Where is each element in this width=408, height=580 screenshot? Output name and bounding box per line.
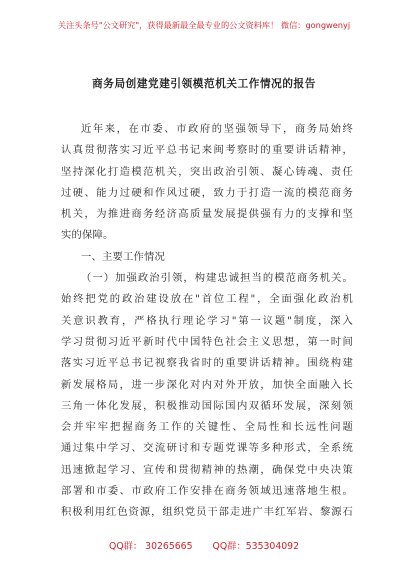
footer-qq-group-2: QQ群：535304092 bbox=[212, 541, 299, 552]
body-line: 落实习近平总书记视察我省时的重要讲话精神。围绕构建 bbox=[61, 357, 353, 370]
body-line: 实的保障。 bbox=[61, 229, 114, 242]
body-line: 坚持深化打造模范机关，突出政治引领、凝心铸魂、责任 bbox=[61, 165, 353, 178]
body-line: 通过集中学习、交流研讨和专题党课等多种形式，全系统 bbox=[61, 442, 353, 455]
document-body bbox=[61, 119, 353, 524]
body-line: 机关，为推进商务经济高质量发展提供强有力的支撑和坚 bbox=[61, 208, 353, 221]
footer-qq-group-1: QQ群： 30265665 bbox=[109, 541, 193, 552]
body-line: 认真贯彻落实习近平总书记来闽考察时的重要讲话精神， bbox=[61, 144, 353, 157]
section-heading: 一、主要工作情况 bbox=[81, 250, 165, 263]
body-line: 迅速掀起学习、宣传和贯彻精神的热潮，确保党中央决策 bbox=[61, 463, 353, 476]
subsection-heading: （一）加强政治引领，构建忠诚担当的模范商务机关。 bbox=[81, 272, 353, 285]
body-line: 学习贯彻习近平新时代中国特色社会主义思想，第一时间 bbox=[61, 335, 353, 348]
body-line: 关意识教育，严格执行理论学习"第一议题"制度，深入 bbox=[61, 314, 353, 327]
footer-contact bbox=[0, 538, 408, 552]
body-line: 近年来，在市委、市政府的坚强领导下，商务局始终 bbox=[81, 123, 353, 135]
body-line: 部署和市委、市政府工作安排在商务领域迅速落地生根。 bbox=[61, 485, 353, 498]
body-line: 三角一体化发展，积极推动国际国内双循环发展，深刻领 bbox=[61, 399, 353, 412]
body-line: 始终把党的政治建设放在"首位工程"，全面强化政治机 bbox=[61, 293, 353, 306]
document-title: 商务局创建党建引领模范机关工作情况的报告 bbox=[92, 78, 316, 90]
body-line: 过硬、能力过硬和作风过硬，致力于打造一流的模范商务 bbox=[61, 186, 353, 199]
body-line: 新发展格局，进一步深化对内对外开放，加快全面融入长 bbox=[61, 378, 353, 391]
body-line: 会并牢牢把握商务工作的关键性、全局性和长远性问题 bbox=[61, 421, 353, 434]
body-line: 积极利用红色资源，组织党员干部走进广丰红军岩、黎源石 bbox=[61, 506, 353, 519]
header-banner: 关注头条号"公文研究"，获得最新最全最专业的公文资料库！ 微信：gongwenyj bbox=[57, 20, 351, 30]
